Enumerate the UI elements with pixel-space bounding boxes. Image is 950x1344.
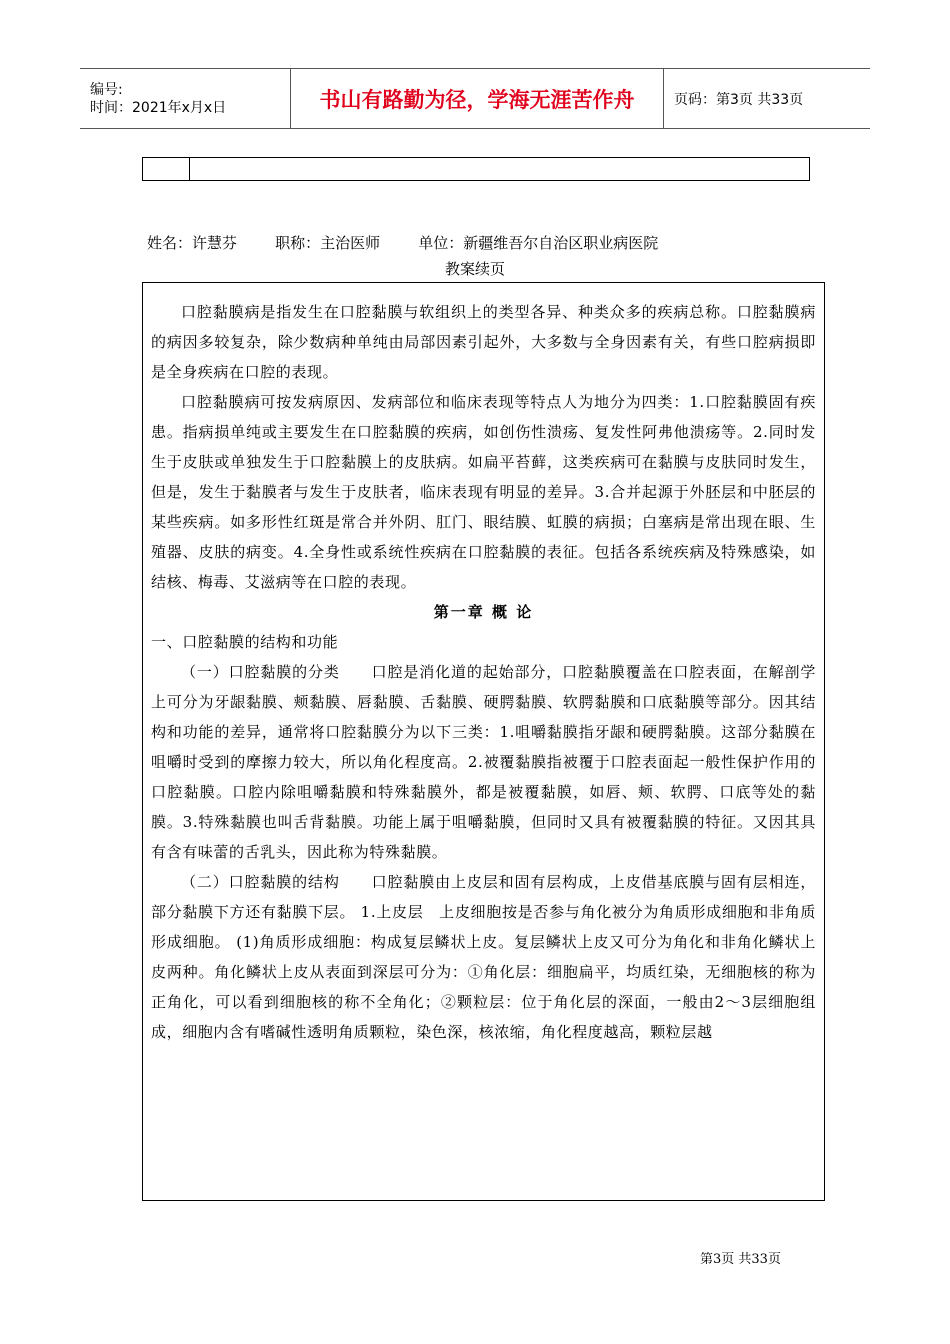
paragraph-mucosa-types: （一）口腔黏膜的分类 口腔是消化道的起始部分，口腔黏膜覆盖在口腔表面，在解剖学上可分为牙龈黏膜、颊黏膜、唇黏膜、舌黏膜、硬腭黏膜、软腭黏膜和口底黏膜等部分。因其结构和功能的差异，通常将口腔黏膜分为以下三类：1.咀嚼黏膜指牙龈和硬腭黏膜。这部分黏膜在咀嚼时受到的摩擦力较大，所以角化程度高。2.被覆黏膜指被覆于口腔表面起一般性保护作用的口腔黏膜。口腔内除咀嚼黏膜和特殊黏膜外，都是被覆黏膜，如唇、颊、软腭、口底等处的黏膜。3.特殊黏膜也叫舌背黏膜。功能上属于咀嚼黏膜，但同时又具有被覆黏膜的特征。又因其具有含有味蕾的舌乳头，因此称为特殊黏膜。 <box>151 663 816 861</box>
lesson-content <box>142 282 825 1201</box>
header-left-cell <box>80 69 291 129</box>
page-footer: 第3页 共33页 <box>700 1252 781 1267</box>
page-code: 页码：第3页 共33页 <box>664 69 871 129</box>
doc-subtitle: 教案续页 <box>444 260 505 278</box>
paragraph-intro: 口腔黏膜病是指发生在口腔黏膜与软组织上的类型各异、种类众多的疾病总称。口腔黏膜病的病因多较复杂，除少数病种单纯由局部因素引起外，大多数与全身因素有关，有些口腔病损即是全身疾病在口腔的表现。 <box>151 303 816 381</box>
time-label: 时间：2021年x月x日 <box>90 99 227 116</box>
paragraph-classification: 口腔黏膜病可按发病原因、发病部位和临床表现等特点人为地分为四类：1.口腔黏膜固有疾患。指病损单纯或主要发生在口腔黏膜的疾病，如创伤性溃疡、复发性阿弗他溃疡等。2.同时发生于皮肤或单独发生于口腔黏膜上的皮肤病。如扁平苔藓，这类疾病可在黏膜与皮肤同时发生，但是，发生于黏膜者与发生于皮肤者，临床表现有明显的差异。3.合并起源于外胚层和中胚层的某些疾病。如多形性红斑是常合并外阴、肛门、眼结膜、虹膜的病损；白塞病是常出现在眼、生殖器、皮肤的病变。4.全身性或系统性疾病在口腔黏膜的表征。包括各系统疾病及特殊感染，如结核、梅毒、艾滋病等在口腔的表现。 <box>151 393 816 591</box>
motto: 书山有路勤为径，学海无涯苦作舟 <box>291 69 664 129</box>
header-table <box>80 68 870 129</box>
chapter-title: 第一章 概 论 <box>433 603 534 621</box>
empty-table <box>142 157 810 181</box>
serial-label: 编号: <box>90 81 123 98</box>
paragraph-mucosa-structure: （二）口腔黏膜的结构 口腔黏膜由上皮层和固有层构成，上皮借基底膜与固有层相连，部分黏膜下方还有黏膜下层。 1.上皮层 上皮细胞按是否参与角化被分为角质形成细胞和非角质形成细胞。 (1)角质形成细胞：构成复层鳞状上皮。复层鳞状上皮又可分为角化和非角化鳞状上皮两种。角化鳞状上皮从表面到深层可分为：①角化层：细胞扁平，均质红染，无细胞核的称为正角化，可以看到细胞核的称不全角化；②颗粒层：位于角化层的深面，一般由2～3层细胞组成，细胞内含有嗜碱性透明角质颗粒，染色深，核浓缩，角化程度越高，颗粒层越 <box>151 873 816 1041</box>
author-info: 姓名：许慧芬 职称：主治医师 单位：新疆维吾尔自治区职业病医院 <box>147 234 659 252</box>
section-heading: 一、口腔黏膜的结构和功能 <box>151 633 339 651</box>
empty-cell-left <box>143 158 190 181</box>
empty-cell-right <box>190 158 810 181</box>
